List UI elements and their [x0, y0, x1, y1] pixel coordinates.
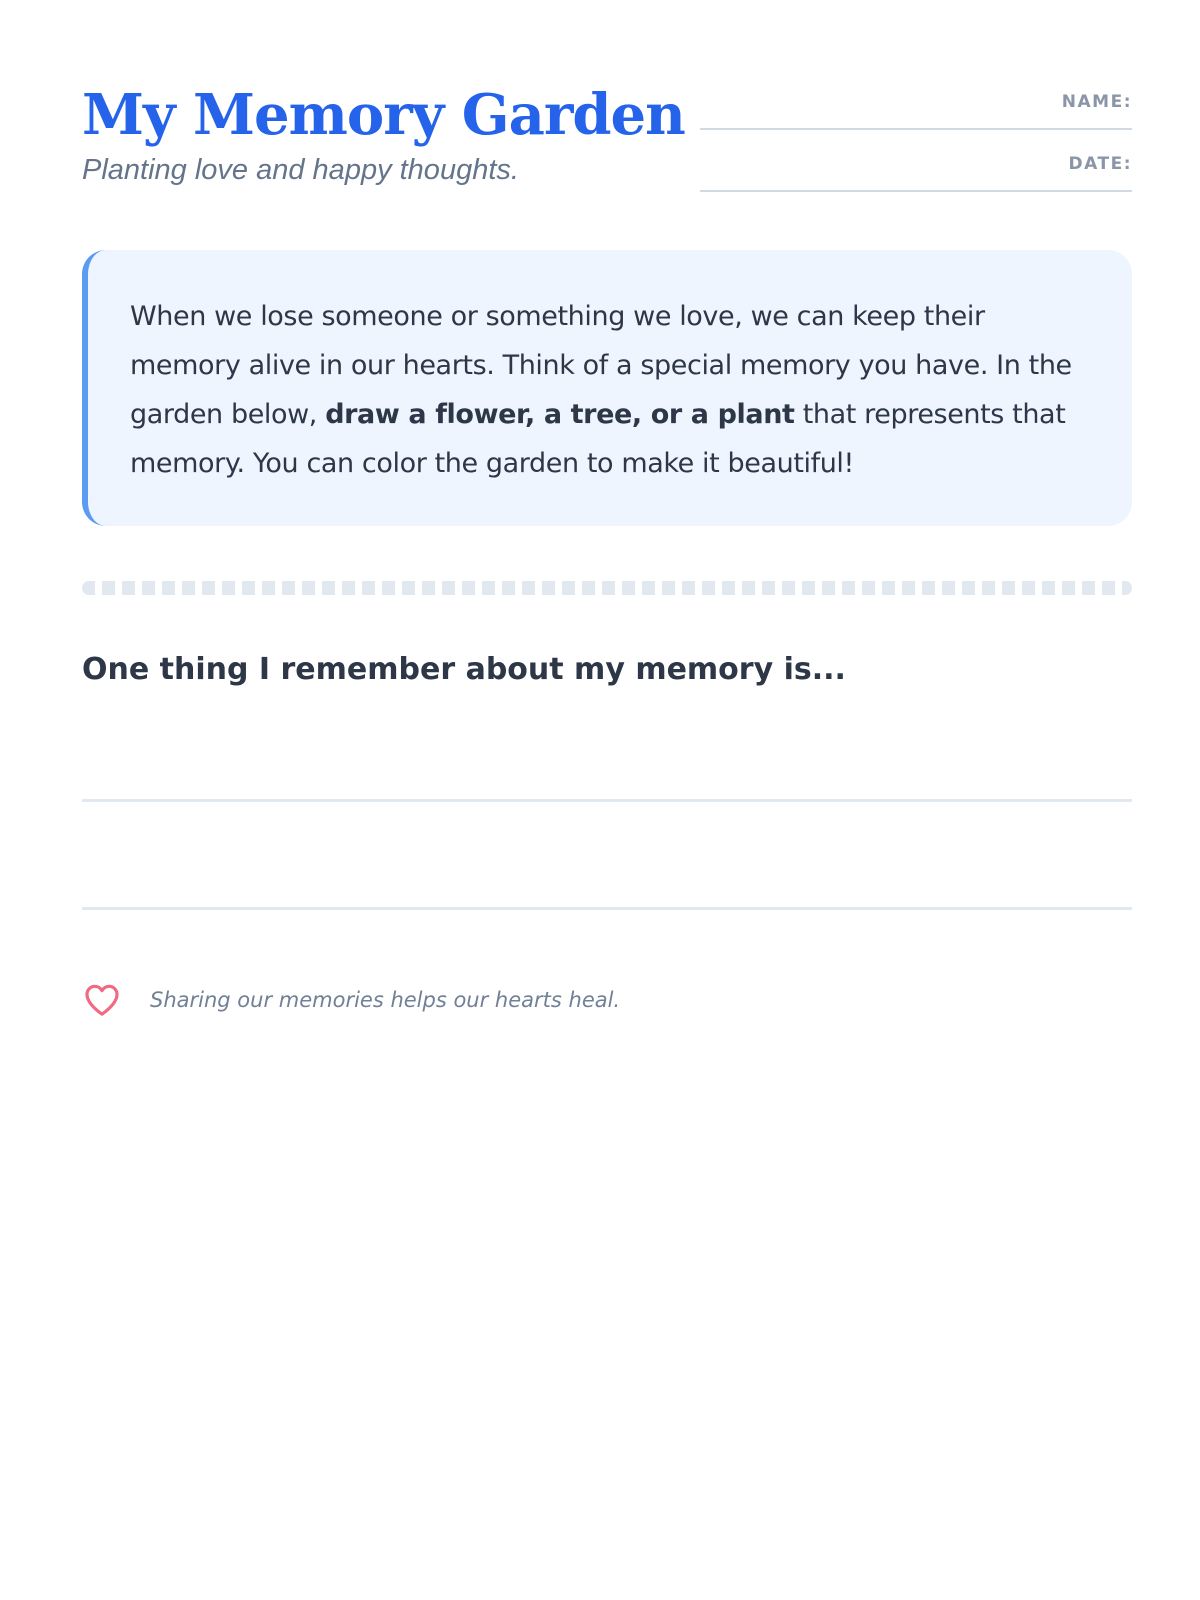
instructions-text-start: When we lose someone or something we love, we can keep their memory alive in our hearts. Think of a special memory you have. In the garden below, — [130, 301, 1072, 430]
page-subtitle: Planting love and happy thoughts. — [82, 154, 519, 186]
footer-text: Sharing our memories helps our hearts heal. — [150, 988, 621, 1012]
memory-prompt: One thing I remember about my memory is... — [82, 652, 846, 687]
name-field[interactable] — [700, 88, 1132, 130]
instructions-box — [82, 250, 1132, 526]
answer-line-2[interactable] — [82, 907, 1132, 910]
name-label: NAME: — [1061, 92, 1132, 112]
instructions-text-end: that represents that memory. You can color the garden to make it beautiful! — [130, 399, 1066, 479]
answer-line-1[interactable] — [82, 799, 1132, 802]
date-label: DATE: — [1068, 154, 1132, 174]
instructions-emphasis: draw a flower, a tree, or a plant — [325, 399, 795, 430]
page-title: My Memory Garden — [82, 82, 685, 148]
dashed-divider — [82, 581, 1132, 595]
footer — [82, 978, 620, 1022]
instructions-text — [130, 292, 1086, 488]
heart-icon — [82, 980, 122, 1020]
worksheet-page — [82, 0, 1132, 1600]
date-field[interactable] — [700, 150, 1132, 192]
